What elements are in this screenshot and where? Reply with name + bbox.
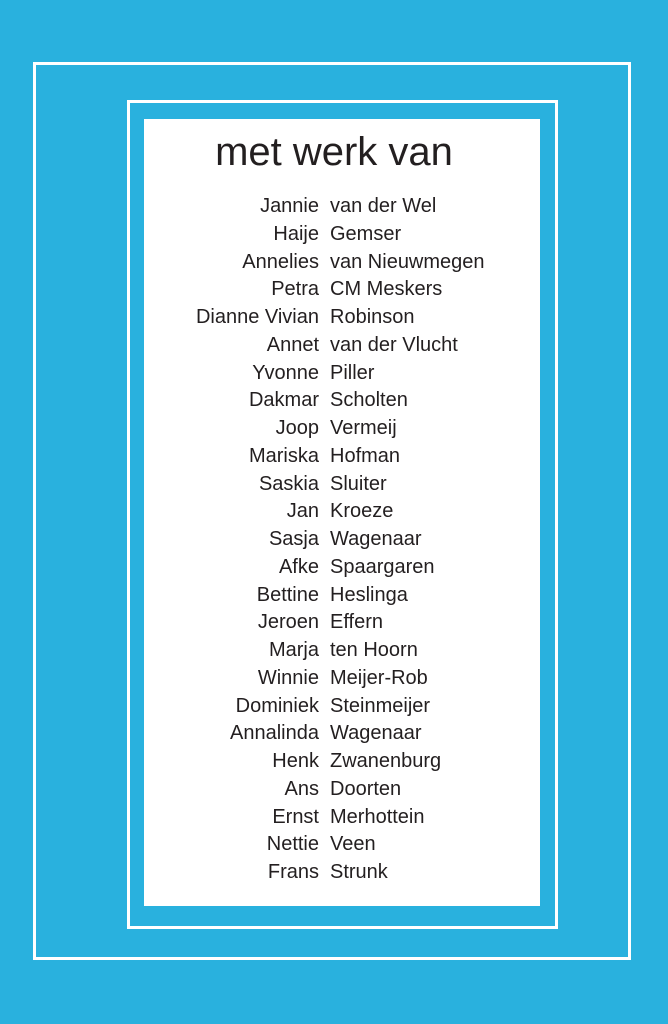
artist-first-name: Jannie — [260, 195, 319, 217]
artist-first-name: Winnie — [257, 666, 319, 689]
artist-first-name: Jan — [286, 500, 319, 523]
artist-first-name: Dominiek — [235, 694, 319, 717]
artist-first-name: Henk — [272, 750, 319, 772]
artist-last-name: Gemser — [330, 222, 402, 245]
artist-last-name: Hofman — [330, 444, 401, 467]
artist-last-name: Merhottein — [330, 805, 425, 828]
artist-first-name: Marja — [268, 639, 319, 661]
artist-row — [0, 221, 668, 249]
artist-first-name: Dakmar — [248, 389, 319, 412]
artist-row — [0, 415, 668, 443]
artist-last-name: Effern — [330, 611, 383, 634]
artist-row — [0, 582, 668, 610]
artist-last-name: CM Meskers — [330, 278, 443, 301]
artist-last-name: Doorten — [330, 777, 402, 800]
artist-last-name: Vermeij — [330, 417, 397, 439]
artist-last-name: van der Wel — [330, 195, 437, 217]
artist-last-name: Zwanenburg — [330, 750, 442, 772]
artist-first-name: Petra — [271, 278, 319, 301]
artist-last-name: Kroeze — [330, 500, 394, 523]
artist-last-name: Meijer-Rob — [330, 666, 428, 689]
artist-first-name: Mariska — [248, 444, 319, 467]
artist-row — [0, 804, 668, 832]
artist-last-name: Strunk — [330, 861, 388, 883]
artist-first-name: Annet — [266, 333, 319, 356]
artist-last-name: Wagenaar — [330, 528, 422, 550]
artist-row — [0, 332, 668, 360]
artist-row — [0, 665, 668, 693]
artist-last-name: Piller — [330, 361, 375, 384]
artist-row — [0, 693, 668, 721]
artist-row — [0, 443, 668, 471]
artist-last-name: van der Vlucht — [330, 333, 458, 356]
artist-row — [0, 831, 668, 859]
artist-first-name: Jeroen — [257, 611, 319, 634]
artist-last-name: Robinson — [330, 306, 415, 328]
artist-first-name: Yvonne — [252, 361, 319, 384]
page-title: met werk van — [215, 130, 453, 174]
artist-row — [0, 859, 668, 887]
artist-last-name: van Nieuwmegen — [330, 250, 485, 273]
artist-first-name: Bettine — [256, 583, 319, 606]
artist-first-name: Annelies — [242, 250, 319, 273]
artist-row — [0, 360, 668, 388]
artist-last-name: ten Hoorn — [330, 639, 418, 661]
artist-first-name: Afke — [278, 555, 319, 578]
artist-last-name: Spaargaren — [330, 555, 435, 578]
artist-row — [0, 637, 668, 665]
artist-last-name: Heslinga — [330, 583, 408, 606]
artist-row — [0, 249, 668, 277]
artist-row — [0, 526, 668, 554]
artist-last-name: Wagenaar — [330, 722, 422, 745]
artist-first-name: Saskia — [258, 472, 319, 495]
artist-last-name: Steinmeijer — [330, 694, 431, 717]
artist-row — [0, 720, 668, 748]
artist-first-name: Haije — [273, 222, 319, 245]
artist-first-name: Joop — [275, 417, 319, 439]
artist-first-name: Annalinda — [230, 722, 319, 745]
artist-row — [0, 498, 668, 526]
artist-row — [0, 276, 668, 304]
artist-last-name: Veen — [330, 833, 376, 856]
artist-row — [0, 304, 668, 332]
artist-list — [0, 193, 668, 887]
artist-first-name: Ans — [284, 777, 319, 800]
artist-first-name: Sasja — [268, 528, 319, 550]
artist-first-name: Ernst — [272, 805, 319, 828]
artist-row — [0, 748, 668, 776]
artist-row — [0, 554, 668, 582]
artist-first-name: Frans — [267, 861, 319, 883]
artist-row — [0, 387, 668, 415]
artist-row — [0, 609, 668, 637]
artist-last-name: Scholten — [330, 389, 408, 412]
artist-last-name: Sluiter — [330, 472, 387, 495]
artist-row — [0, 776, 668, 804]
artist-row — [0, 471, 668, 499]
artist-first-name: Dianne Vivian — [195, 306, 319, 328]
artist-first-name: Nettie — [266, 833, 319, 856]
artist-row — [0, 193, 668, 221]
